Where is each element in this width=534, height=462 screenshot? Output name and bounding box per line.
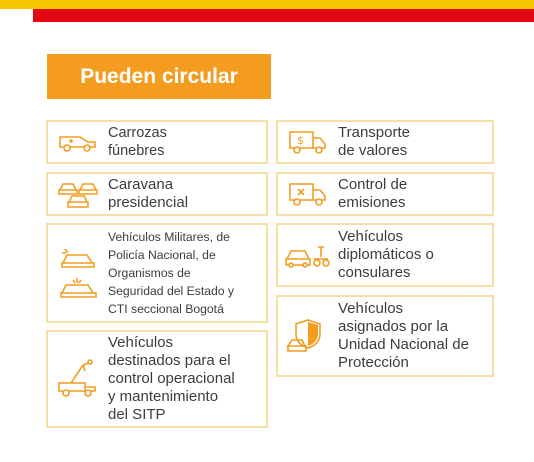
crane-truck-icon: [48, 357, 108, 401]
emissions-truck-icon: [278, 180, 338, 208]
card-motorcade-line-2: presidencial: [108, 194, 189, 211]
card-diplomatic-line-1: Vehículos: [338, 228, 404, 245]
card-motorcade: [46, 172, 268, 216]
car-and-scooter-icon: [278, 239, 338, 271]
card-protection-line-1: Vehículos: [338, 300, 404, 317]
card-sitp-line-4: y mantenimiento: [108, 388, 219, 405]
card-sitp-line-2: destinados para el: [108, 352, 231, 369]
top-yellow-stripe: [0, 0, 534, 9]
card-protection-line-2: asignados por la: [338, 318, 449, 335]
card-emissions-line-1: Control de: [338, 176, 408, 193]
card-diplomatic-line-3: consulares: [338, 264, 411, 281]
card-protection-line-4: Protección: [338, 354, 409, 371]
card-diplomatic-vehicles: [276, 223, 494, 287]
money-truck-icon: [278, 128, 338, 156]
card-military-line-2: Policía Nacional, de: [108, 248, 216, 262]
card-sitp-line-3: control operacional: [108, 370, 235, 387]
card-protection-unit: [276, 295, 494, 377]
card-sitp-line-5: del SITP: [108, 406, 166, 423]
page-title: Pueden circular: [47, 54, 271, 99]
card-valuables-line-2: de valores: [338, 142, 408, 159]
card-motorcade-line-1: Caravana: [108, 176, 174, 193]
hearse-icon: [48, 129, 108, 155]
svg-text:$: $: [297, 134, 304, 147]
police-cars-icon: [48, 245, 108, 301]
card-military-line-5: CTI seccional Bogotá: [108, 302, 224, 316]
top-red-stripe: [33, 9, 534, 22]
card-diplomatic-line-2: diplomáticos o: [338, 246, 434, 263]
shield-car-icon: [278, 318, 338, 354]
card-military-police: [46, 223, 268, 323]
card-sitp-maintenance: [46, 330, 268, 428]
card-military-line-1: Vehículos Militares, de: [108, 230, 230, 244]
card-emissions-control: [276, 172, 494, 216]
card-sitp-line-1: Vehículos: [108, 334, 174, 351]
card-military-line-4: Seguridad del Estado y: [108, 284, 235, 298]
card-valuables-line-1: Transporte: [338, 124, 410, 141]
card-hearses-line-2: fúnebres: [108, 143, 165, 159]
motorcade-icon: [48, 178, 108, 210]
card-hearses: [46, 120, 268, 164]
card-military-line-3: Organismos de: [108, 266, 191, 280]
card-hearses-line-1: Carrozas: [108, 125, 167, 141]
card-valuables-transport: [276, 120, 494, 164]
card-protection-line-3: Unidad Nacional de: [338, 336, 469, 353]
card-emissions-line-2: emisiones: [338, 194, 406, 211]
